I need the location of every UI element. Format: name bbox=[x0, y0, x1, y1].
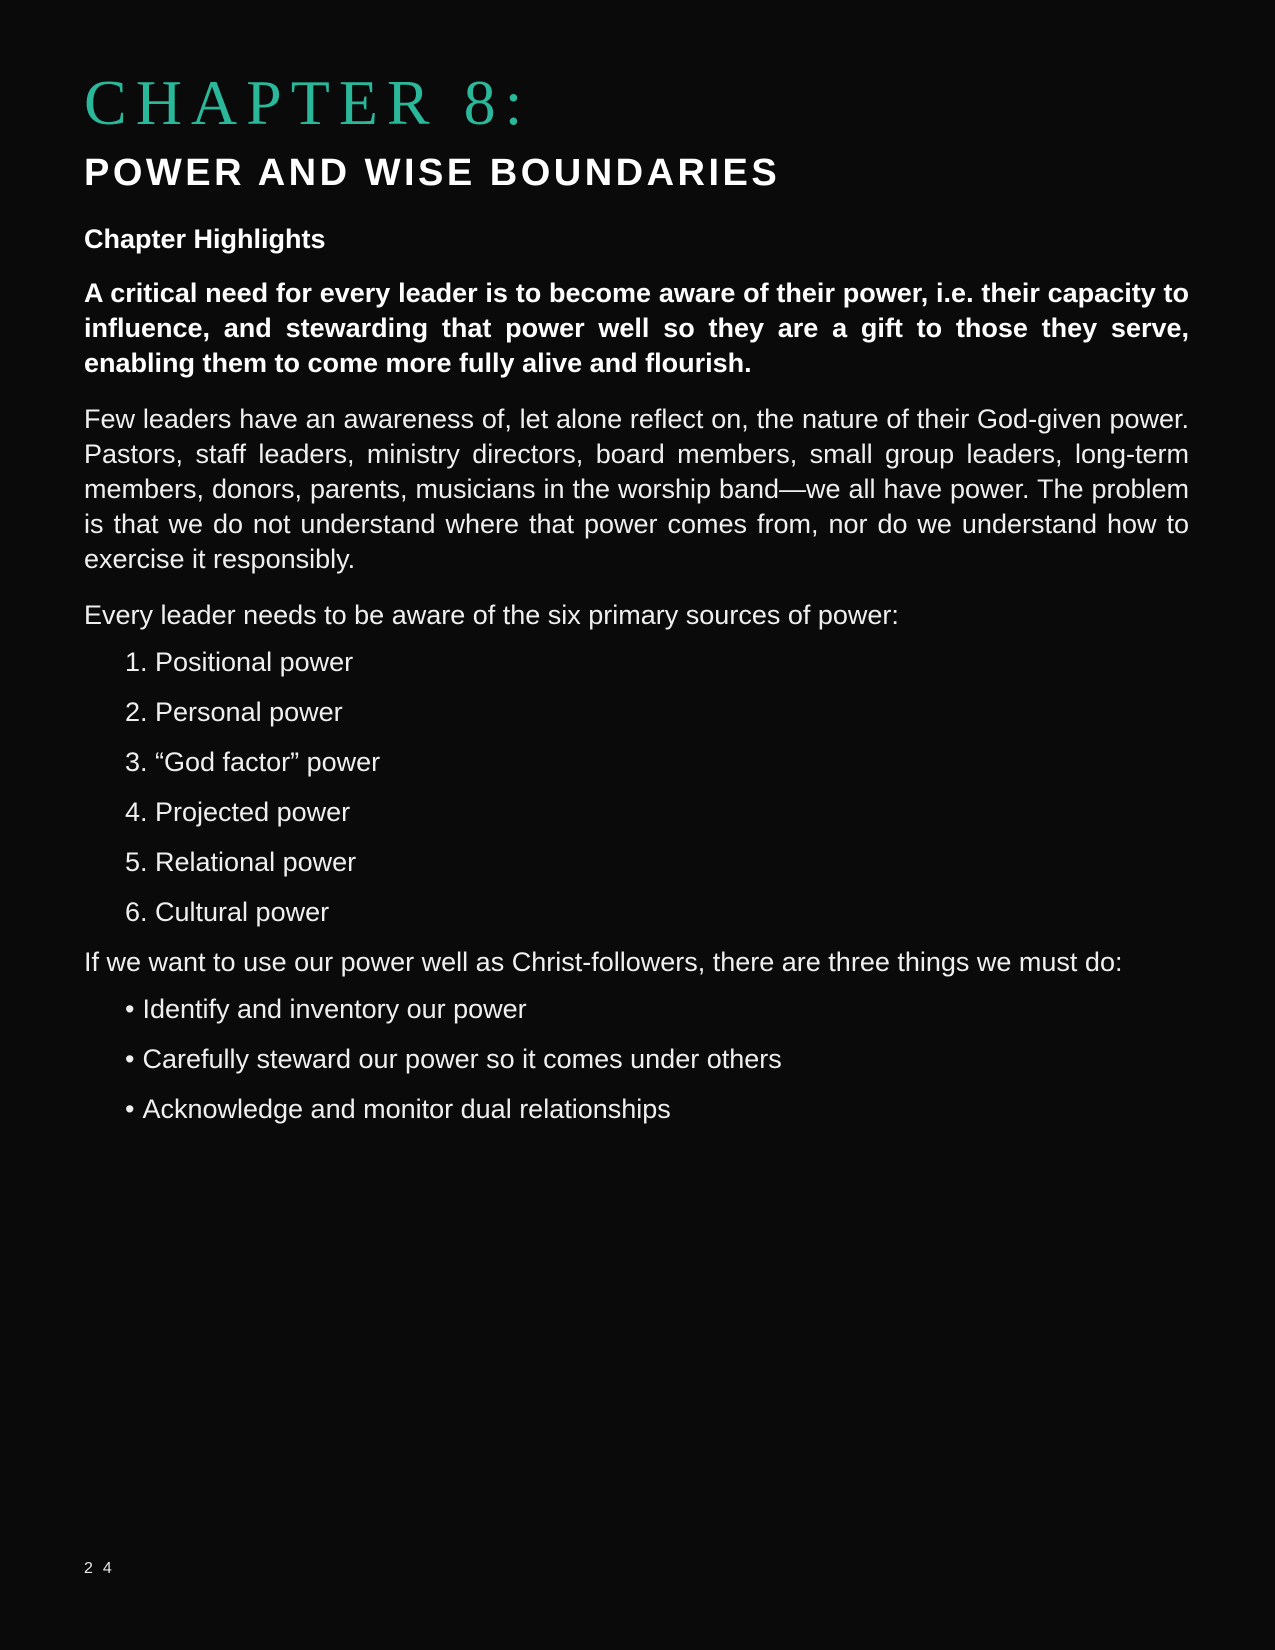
list-item: 2. Personal power bbox=[125, 697, 343, 727]
chapter-label: CHAPTER 8: bbox=[84, 67, 532, 138]
list-item bbox=[125, 1042, 1189, 1077]
list-item: 1. Positional power bbox=[125, 647, 354, 677]
page-number: 24 bbox=[84, 1560, 122, 1577]
list-item bbox=[125, 992, 1189, 1027]
body-paragraph-2: Every leader needs to be aware of the six primary sources of power: bbox=[84, 600, 899, 630]
bullet-icon: • bbox=[125, 1094, 135, 1124]
chapter-title: POWER AND WISE BOUNDARIES bbox=[84, 152, 781, 194]
body-paragraph-3: If we want to use our power well as Christ-followers, there are three things we must do: bbox=[84, 947, 1123, 977]
bullet-icon: • bbox=[125, 1044, 135, 1074]
bullet-icon: • bbox=[125, 994, 135, 1024]
list-item: 5. Relational power bbox=[125, 847, 357, 877]
list-item-text: Acknowledge and monitor dual relationships bbox=[142, 1094, 671, 1124]
highlights-summary: A critical need for every leader is to become aware of their power, i.e. their capacity to influence, and stewarding that power well so they are a gift to those they serve, enabling them to come more fully alive and flourish. bbox=[84, 278, 1189, 378]
highlights-heading: Chapter Highlights bbox=[84, 224, 326, 254]
power-sources-list bbox=[84, 645, 1189, 930]
list-item bbox=[125, 1092, 1189, 1127]
list-item: 3. “God factor” power bbox=[125, 747, 381, 777]
body-paragraph-1: Few leaders have an awareness of, let alone reflect on, the nature of their God-given power. Pastors, staff leaders, ministry directors, board members, small group leaders, long-term members, donors, parents, musicians in the worship band—we all have power. The problem is that we do not understand where that power comes from, nor do we understand how to exercise it responsibly. bbox=[84, 404, 1189, 574]
actions-list bbox=[84, 992, 1189, 1127]
page-content bbox=[84, 66, 1189, 1142]
list-item: 6. Cultural power bbox=[125, 897, 330, 927]
list-item-text: Identify and inventory our power bbox=[142, 994, 527, 1024]
list-item-text: Carefully steward our power so it comes under others bbox=[142, 1044, 782, 1074]
list-item: 4. Projected power bbox=[125, 797, 351, 827]
